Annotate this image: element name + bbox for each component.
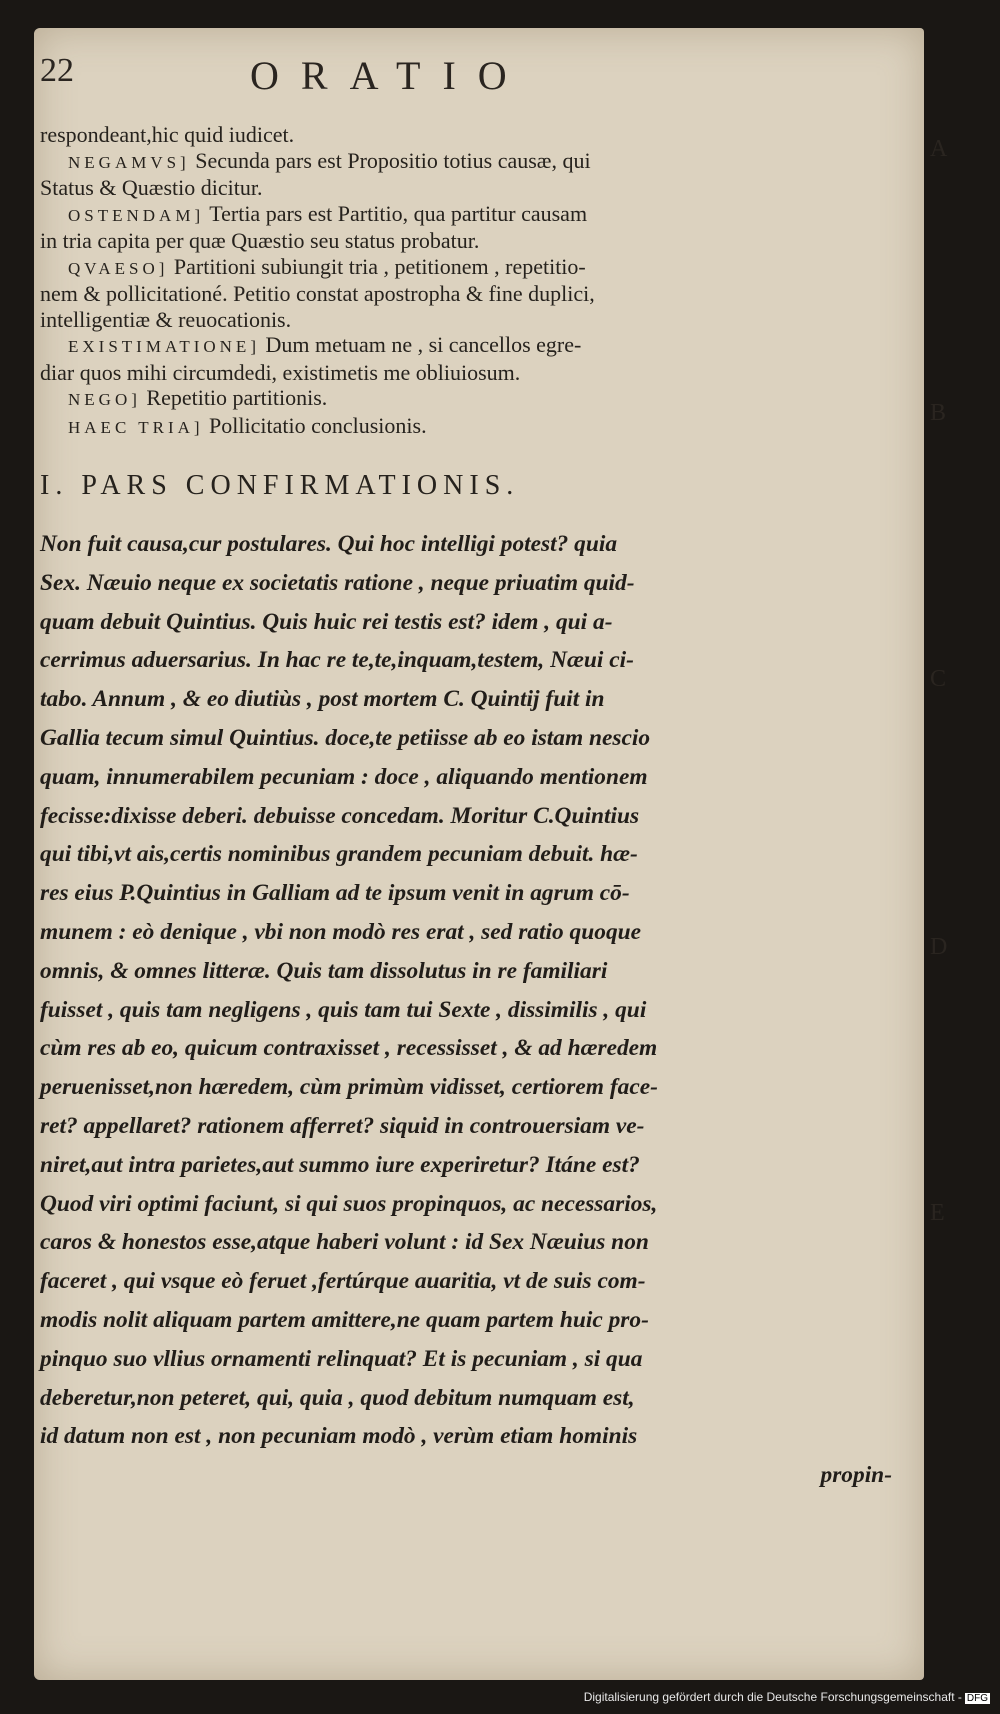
gloss-text: Secunda pars est Propositio totius causæ, qui [195, 147, 591, 173]
body-line: peruenisset,non hæredem, cùm primùm vidisset, certiorem face- [40, 1074, 658, 1101]
body-line: Non fuit causa,cur postulares. Qui hoc intelligi potest? quia [40, 531, 618, 557]
gloss-text: Pollicitatio conclusionis. [209, 412, 427, 438]
page-number: 22 [40, 52, 74, 89]
body-line: faceret , qui vsque eò feruet ,fertúrque auaritia, vt de suis com- [40, 1268, 646, 1295]
footer-credit [584, 1690, 990, 1704]
body-line: munem : eò denique , vbi non modò res erat , sed ratio quoque [40, 918, 642, 945]
gloss-text: in tria capita per quæ Quæstio seu status probatur. [40, 228, 480, 253]
gloss-lemma: NEGAMVS] [68, 152, 190, 172]
body-line: Gallia tecum simul Quintius. doce,te petiisse ab eo istam nescio [40, 724, 651, 751]
body-line: fuisset , quis tam negligens , quis tam tui Sexte , dissimilis , qui [40, 996, 647, 1023]
gloss-text: Repetitio partitionis. [146, 385, 328, 410]
body-line: quam, innumerabilem pecuniam : doce , aliquando mentionem [40, 763, 648, 790]
body-line: omnis, & omnes litteræ. Quis tam dissolutus in re familiari [40, 957, 608, 984]
margin-letter-c: C [930, 666, 947, 692]
gloss-line [40, 332, 920, 360]
body-line: caros & honestos esse,atque haberi volunt : id Sex Næuius non [40, 1229, 649, 1256]
gloss-lemma: HAEC TRIA] [68, 417, 204, 437]
gloss-line [40, 385, 920, 413]
gloss-line [40, 360, 920, 386]
body-line: modis nolit aliquam partem amittere,ne quam partem huic pro- [40, 1306, 649, 1333]
margin-letter-e: E [930, 1200, 945, 1226]
margin-letter-d: D [930, 934, 948, 960]
gloss-lemma: EXISTIMATIONE] [68, 337, 260, 356]
gloss-line [40, 122, 920, 148]
running-title: ORATIO [250, 53, 529, 98]
gloss-text: nem & pollicitationé. Petitio constat apostropha & fine duplici, [40, 281, 595, 306]
gloss-line [40, 413, 920, 441]
body-line: Sex. Næuio neque ex societatis ratione , neque priuatim quid- [40, 569, 635, 596]
gloss-text: Partitioni subiungit tria , petitionem , repetitio- [173, 253, 586, 279]
gloss-lemma: NEGO] [68, 390, 141, 409]
gloss-text: respondeant,hic quid iudicet. [40, 122, 295, 147]
gloss-line [40, 201, 920, 229]
body-line: cùm res ab eo, quicum contraxisset , recessisset , & ad hæredem [40, 1035, 658, 1062]
body-line: res eius P.Quintius in Galliam ad te ipsum venit in agrum cō- [40, 880, 630, 907]
body-line: ret? appellaret? rationem afferret? siquid in controuersiam ve- [40, 1112, 645, 1139]
gloss-line [40, 148, 920, 176]
body-line: cerrimus aduersarius. In hac re te,te,inquam,testem, Næui ci- [40, 647, 634, 674]
gloss-line [40, 175, 920, 201]
footer-text: Digitalisierung gefördert durch die Deutsche Forschungsgemeinschaft - [583, 1690, 962, 1704]
gloss-text: intelligentiæ & reuocationis. [40, 306, 292, 332]
body-line: Quod viri optimi faciunt, si qui suos propinquos, ac necessarios, [40, 1190, 658, 1217]
page-header [40, 52, 840, 98]
body-line: niret,aut intra parietes,aut summo iure experiretur? Itáne est? [40, 1151, 640, 1178]
gloss-text: Tertia pars est Partitio, qua partitur causam [209, 200, 588, 226]
gloss-line [40, 228, 920, 254]
body-line: deberetur,non peteret, qui, quia , quod debitum numquam est, [40, 1384, 635, 1411]
margin-letter-a: A [930, 136, 948, 162]
gloss-line [40, 281, 920, 307]
gloss-block [40, 122, 920, 440]
gloss-line [40, 254, 920, 282]
gloss-text: diar quos mihi circumdedi, existimetis me obliuiosum. [40, 359, 521, 385]
section-title: I. PARS CONFIRMATIONIS. [40, 470, 520, 501]
gloss-lemma: OSTENDAM] [68, 205, 205, 225]
body-line: pinquo suo vllius ornamenti relinquat? Et is pecuniam , si qua [40, 1345, 643, 1372]
body-line: fecisse:dixisse deberi. debuisse concedam. Moritur C.Quintius [40, 802, 640, 829]
body-line: qui tibi,vt ais,certis nominibus grandem pecuniam debuit. hæ- [40, 841, 638, 868]
margin-letter-b: B [930, 400, 947, 426]
gloss-line [40, 307, 920, 333]
catchword: propin- [820, 1462, 892, 1489]
dfg-logo: DFG [966, 1693, 988, 1704]
body-line: tabo. Annum , & eo diutiùs , post mortem C. Quintij fuit in [40, 686, 605, 713]
gloss-lemma: QVAESO] [68, 258, 169, 278]
gloss-text: Dum metuam ne , si cancellos egre- [265, 332, 582, 357]
gloss-text: Status & Quæstio dicitur. [40, 175, 263, 200]
body-line: quam debuit Quintius. Quis huic rei testis est? idem , qui a- [40, 608, 613, 635]
body-text [40, 525, 920, 1495]
body-line: id datum non est , non pecuniam modò , verùm etiam hominis [40, 1423, 638, 1450]
